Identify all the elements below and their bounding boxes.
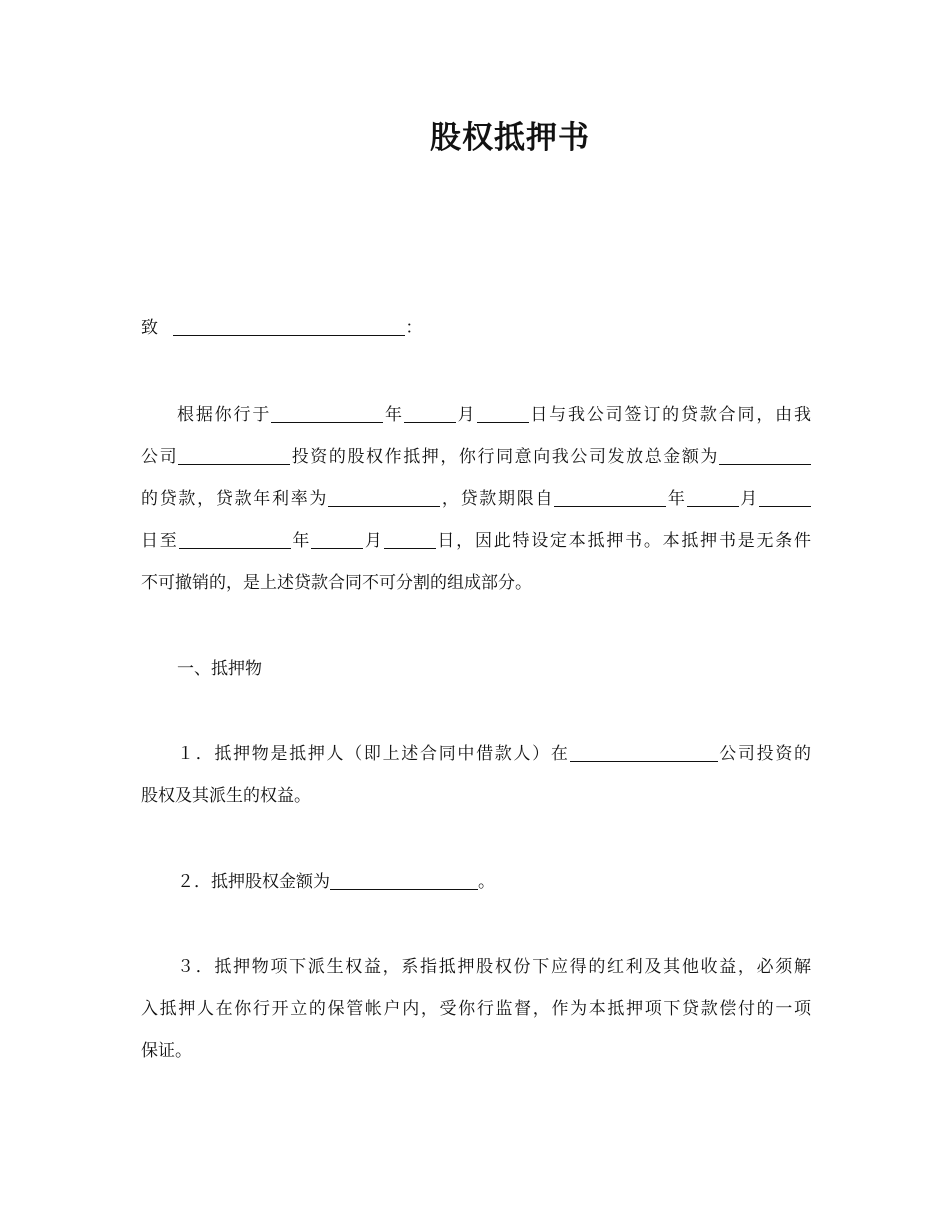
intro-text: 根据你行于 — [177, 405, 272, 425]
item-text: 。 — [478, 872, 495, 892]
item-2-line — [141, 861, 811, 903]
date-year-blank — [271, 404, 383, 423]
item-3-line-1: ３．抵押物项下派生权益，系指抵押股权份下应得的红利及其他收益，必须解 — [177, 957, 811, 977]
equity-amount-blank — [330, 871, 478, 890]
intro-line-5: 不可撤销的，是上述贷款合同不可分割的组成部分。 — [141, 573, 532, 593]
intro-text: ，贷款期限自 — [440, 489, 555, 509]
intro-text: 月 — [455, 405, 477, 425]
addressee-prefix: 致 — [141, 318, 158, 338]
pledge-company-blank — [570, 743, 718, 762]
section-heading: 一、抵押物 — [177, 659, 262, 679]
intro-text: 年 — [383, 405, 404, 425]
intro-text: 的贷款，贷款年利率为 — [141, 489, 329, 509]
item-3 — [141, 946, 811, 1072]
item-text: １．抵押物是抵押人（即上述合同中借款人）在 — [177, 744, 570, 764]
start-month-blank — [687, 488, 739, 507]
item-2 — [141, 861, 811, 903]
interest-rate-blank — [328, 488, 440, 507]
intro-line-4 — [141, 520, 811, 562]
item-3-line-2: 入抵押人在你行开立的保管帐户内，受你行监督，作为本抵押项下贷款偿付的一项 — [141, 999, 811, 1019]
intro-paragraph — [141, 394, 811, 604]
intro-text: 日，因此特设定本抵押书。本抵押书是无条件 — [435, 531, 812, 551]
section-heading-block — [141, 648, 811, 690]
date-month-blank — [404, 404, 456, 423]
intro-text: 公司 — [141, 447, 179, 467]
start-year-blank — [554, 488, 666, 507]
end-month-blank — [311, 530, 363, 549]
intro-text: 月 — [363, 531, 384, 551]
item-text: 公司投资的 — [717, 744, 812, 764]
intro-line-2 — [141, 436, 811, 478]
intro-line-1 — [141, 394, 811, 436]
end-day-blank — [384, 530, 436, 549]
item-3-line-3: 保证。 — [141, 1041, 192, 1061]
company-blank — [178, 446, 290, 465]
item-1-line-1 — [141, 733, 811, 775]
intro-text: 年 — [666, 489, 687, 509]
start-day-blank — [759, 488, 811, 507]
intro-text: 日至 — [141, 531, 179, 551]
intro-text: 年 — [290, 531, 312, 551]
document-title: 股权抵押书 — [430, 120, 590, 156]
addressee-blank — [173, 317, 405, 336]
item-1-line-2: 股权及其派生的权益。 — [141, 786, 311, 806]
item-text: ２．抵押股权金额为 — [177, 872, 330, 892]
intro-line-3 — [141, 478, 811, 520]
loan-amount-blank — [719, 446, 811, 465]
addressee-line — [141, 307, 811, 349]
addressee-suffix: ： — [405, 318, 423, 338]
date-day-blank — [477, 404, 529, 423]
intro-text: 日与我公司签订的贷款合同，由我 — [528, 405, 812, 425]
end-year-blank — [179, 530, 291, 549]
intro-text: 月 — [738, 489, 760, 509]
intro-text: 投资的股权作抵押，你行同意向我公司发放总金额为 — [290, 447, 720, 467]
item-1 — [141, 733, 811, 817]
